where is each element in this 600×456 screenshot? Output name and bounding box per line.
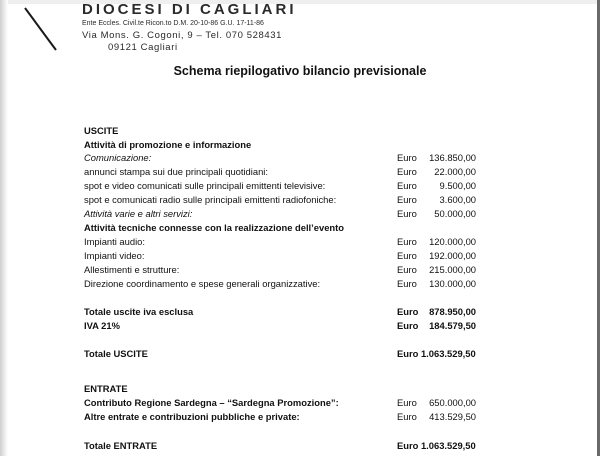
row-amount: 120.000,00	[429, 236, 476, 247]
table-row	[84, 235, 504, 249]
row-label: Attività varie e altri servizi:	[84, 208, 193, 219]
row-amount: 130.000,00	[429, 278, 476, 289]
row-label: spot e comunicati radio sulle principali emittenti radiofoniche:	[84, 194, 337, 205]
letterhead-recognition: Ente Eccles. Civil.te Ricon.to D.M. 20-10-86 G.U. 17-11-86	[82, 20, 264, 27]
row-amount: 3.600,00	[439, 194, 476, 205]
row-label: Totale ENTRATE	[84, 440, 158, 451]
row-currency: Euro	[397, 180, 417, 191]
row-amount: 878.950,00	[429, 306, 476, 317]
row-label: Attività di promozione e informazione	[84, 139, 252, 150]
row-currency: Euro	[397, 250, 417, 261]
row-amount: 413.529,50	[429, 411, 476, 422]
table-row	[84, 410, 504, 424]
letterhead-name: DIOCESI DI CAGLIARI	[82, 1, 297, 18]
row-label: annunci stampa sui due principali quotidiani:	[84, 166, 268, 177]
row-label: Impianti audio:	[84, 236, 145, 247]
row-currency: Euro	[397, 306, 419, 317]
entrate-heading-label: ENTRATE	[84, 383, 128, 394]
document-title: Schema riepilogativo bilancio previsionale	[173, 64, 427, 78]
letterhead-address: Via Mons. G. Cogoni, 9 – Tel. 070 528431	[82, 30, 283, 41]
total-no-vat-row	[84, 305, 504, 319]
row-amount: 50.000,00	[434, 208, 476, 219]
table-row	[84, 151, 504, 165]
row-currency: Euro	[397, 236, 417, 247]
row-currency: Euro	[397, 166, 417, 177]
table-row	[84, 263, 504, 277]
letterhead	[82, 2, 297, 54]
vat-row	[84, 319, 504, 333]
row-currency: Euro	[397, 264, 417, 275]
table-row	[84, 179, 504, 193]
row-label: IVA 21%	[84, 320, 120, 331]
row-amount: 192.000,00	[429, 250, 476, 261]
table-row	[84, 396, 504, 410]
uscite-heading-label: USCITE	[84, 125, 119, 136]
table-row	[84, 138, 504, 152]
row-currency: Euro	[397, 278, 417, 289]
row-label: Comunicazione:	[84, 152, 152, 163]
table-row	[84, 249, 504, 263]
row-label: Impianti video:	[84, 250, 145, 261]
table-row	[84, 221, 504, 235]
row-label: Allestimenti e strutture:	[84, 264, 180, 275]
row-label: Totale USCITE	[84, 348, 148, 359]
entrate-heading	[84, 382, 504, 396]
row-amount: 184.579,50	[429, 320, 476, 331]
row-label: spot e video comunicati sulle principali emittenti televisive:	[84, 180, 326, 191]
row-label: Totale uscite iva esclusa	[84, 306, 194, 317]
row-currency: Euro	[397, 411, 417, 422]
letterhead-city: 09121 Cagliari	[108, 42, 178, 53]
table-row	[84, 165, 504, 179]
row-amount: 22.000,00	[434, 166, 476, 177]
table-row	[84, 207, 504, 221]
uscite-heading	[84, 124, 504, 138]
row-label: Altre entrate e contribuzioni pubbliche e private:	[84, 411, 300, 422]
row-amount: 650.000,00	[429, 397, 476, 408]
row-currency: Euro	[397, 208, 417, 219]
table-row	[84, 277, 504, 291]
row-total-value: Euro 1.063.529,50	[397, 440, 476, 451]
total-entrate-row	[84, 439, 504, 453]
table-row	[84, 193, 504, 207]
row-label: Contributo Regione Sardegna – “Sardegna Promozione”:	[84, 397, 339, 408]
row-amount: 136.850,00	[429, 152, 476, 163]
row-label: Direzione coordinamento e spese generali organizzative:	[84, 278, 321, 289]
stroke-mark	[22, 6, 60, 54]
row-currency: Euro	[397, 397, 417, 408]
row-currency: Euro	[397, 320, 419, 331]
row-total-value: Euro 1.063.529,50	[397, 348, 476, 359]
row-label: Attività tecniche connesse con la realizzazione dell’evento	[84, 222, 344, 233]
row-amount: 9.500,00	[439, 180, 476, 191]
row-currency: Euro	[397, 152, 417, 163]
row-currency: Euro	[397, 194, 417, 205]
total-uscite-row	[84, 347, 504, 361]
row-amount: 215.000,00	[429, 264, 476, 275]
